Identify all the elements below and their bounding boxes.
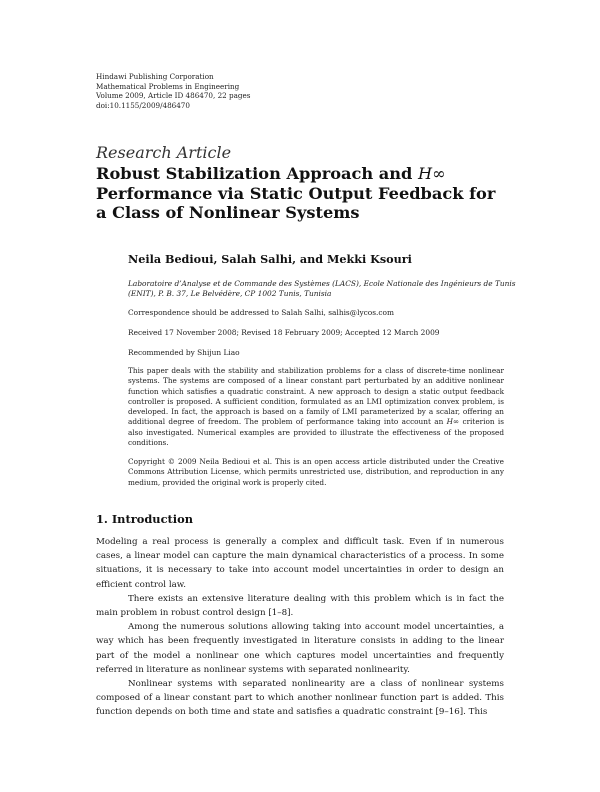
intro-paragraph-2: There exists an extensive literature dealing with this problem which is in fact the main problem in robust control design [1–8]. bbox=[96, 593, 504, 619]
affiliation: Laboratoire d’Analyse et de Commande des Systèmes (LACS), Ecole Nationale des Ingénieurs de Tunis (ENIT), P. B. 37, Le Belvédère, CP 1002 Tunis, Tunisia bbox=[128, 279, 516, 299]
title-line3-text: a Class of Nonlinear Systems bbox=[96, 203, 360, 222]
section-heading-introduction: 1. Introduction bbox=[96, 512, 193, 526]
abstract-text-part1: This paper deals with the stability and stabilization problems for a class of discrete-time nonlinear systems. The systems are composed of a linear constant part perturbated by an additive nonlinear function which satisfies a quadratic constraint. A new approach to design a static output feedback controller is proposed. A sufficient condition, formulated as an LMI optimization convex problem, is developed. In fact, the approach is based on a family of LMI parameterized by a scalar, offering an additional degree of freedom. The problem of performance taking into account an bbox=[128, 366, 504, 427]
article-type-label: Research Article bbox=[96, 143, 232, 162]
abstract bbox=[128, 366, 504, 448]
author-list: Neila Bedioui, Salah Salhi, and Mekki Ksouri bbox=[128, 252, 412, 266]
article-dates: Received 17 November 2008; Revised 18 February 2009; Accepted 12 March 2009 bbox=[128, 328, 440, 337]
recommended-by: Recommended by Shijun Liao bbox=[128, 348, 240, 357]
intro-paragraph-4: Nonlinear systems with separated nonlinearity are a class of nonlinear systems composed of a linear constant part to which another nonlinear function part is added. This function depends on both time and state and satisfies a quadratic constraint [9–16]. This bbox=[96, 679, 504, 718]
title-line1-text: Robust Stabilization Approach and bbox=[96, 164, 418, 183]
intro-paragraph-3: Among the numerous solutions allowing taking into account model uncertainties, a way which has been frequently investigated in literature consists in adding to the linear part of the model a nonlinear one which captures model uncertainties and frequently referred in literature as nonlinear systems with separated nonlinearity. bbox=[96, 622, 504, 675]
copyright-notice: Copyright © 2009 Neila Bedioui et al. This is an open access article distributed under the Creative Commons Attribution License, which permits unrestricted use, distribution, and reproduction in any medium, provided the original work is properly cited. bbox=[128, 457, 504, 487]
title-line2-text: Performance via Static Output Feedback for bbox=[96, 183, 496, 203]
introduction-body bbox=[96, 535, 504, 720]
abstract-hinf-symbol: H∞ bbox=[446, 417, 460, 427]
intro-paragraph-1: Modeling a real process is generally a complex and difficult task. Even if in numerous cases, a linear model can capture the main dynamical characteristics of a process. In some situations, it is necessary to take into account model uncertainties in order to design an efficient control law. bbox=[96, 537, 504, 590]
journal-header bbox=[96, 72, 250, 110]
journal-doi[interactable]: doi:10.1155/2009/486470 bbox=[96, 100, 190, 110]
journal-name: Mathematical Problems in Engineering bbox=[96, 81, 240, 91]
paper-title bbox=[96, 164, 516, 223]
abstract-text-part2: criterion is also investigated. Numerical examples are provided to illustrate the effectiveness of the proposed conditions. bbox=[128, 417, 504, 447]
correspondence[interactable]: Correspondence should be addressed to Salah Salhi, salhis@lycos.com bbox=[128, 308, 394, 317]
journal-volume: Volume 2009, Article ID 486470, 22 pages bbox=[96, 91, 251, 101]
journal-publisher: Hindawi Publishing Corporation bbox=[96, 72, 214, 81]
title-hinf-symbol: H∞ bbox=[417, 164, 446, 183]
